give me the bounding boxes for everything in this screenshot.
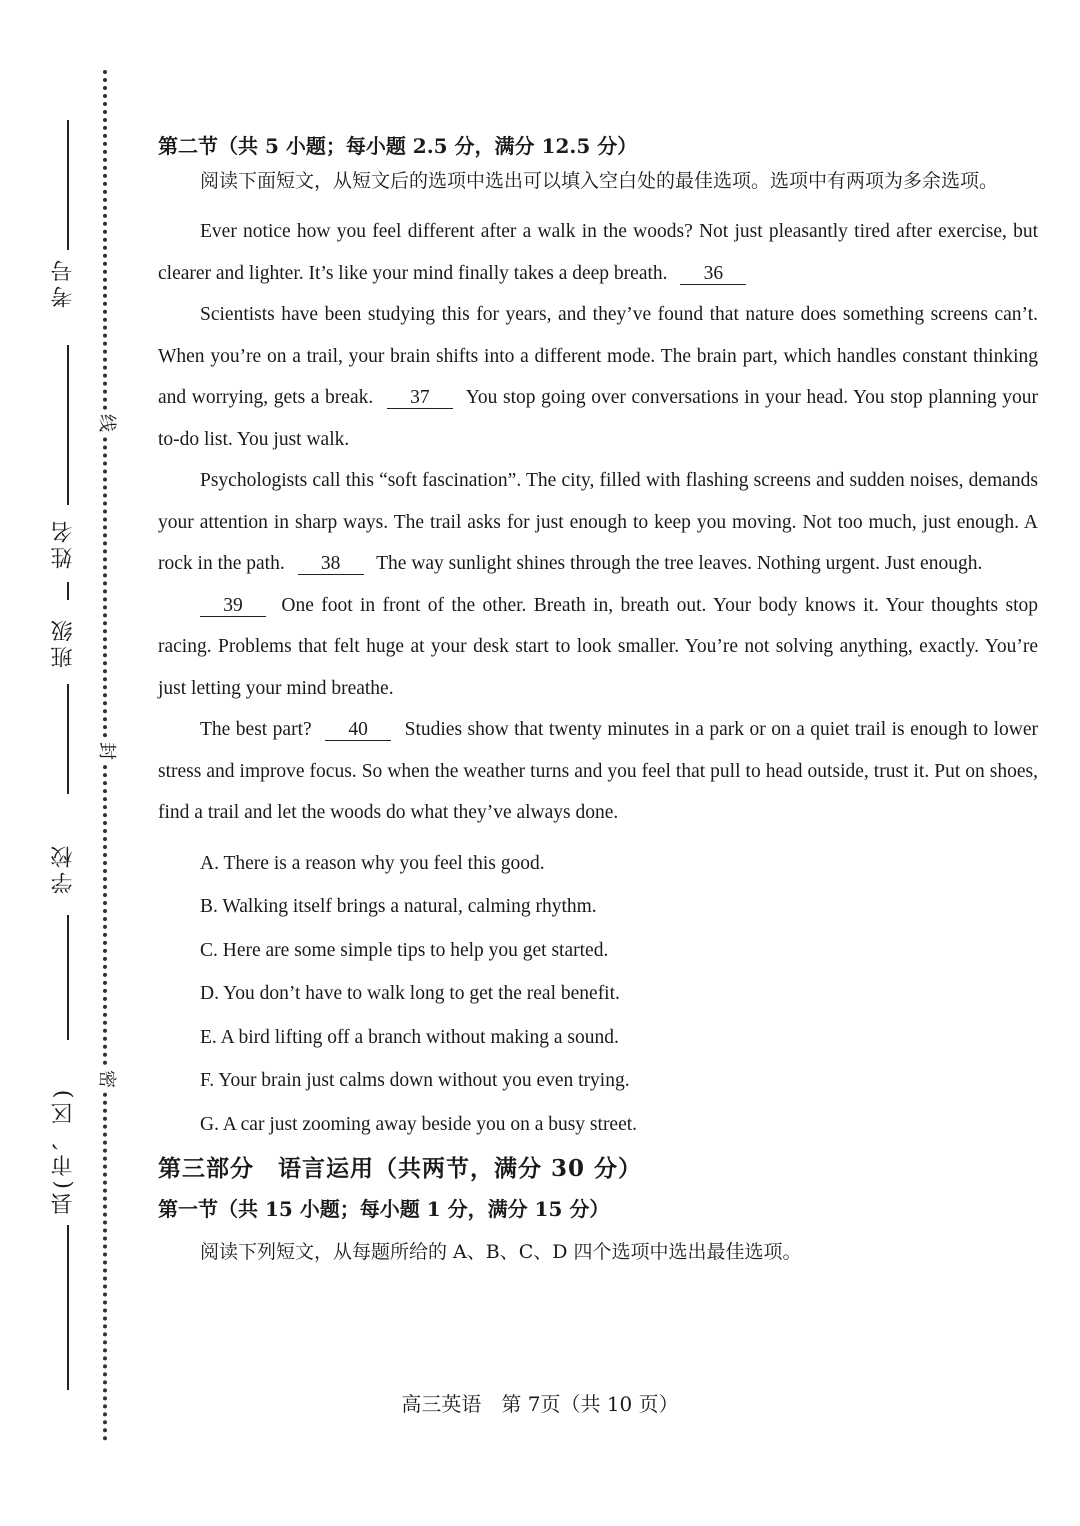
blank-37: 37 [387,388,453,409]
exam-number-label: 考号 [51,256,76,308]
school-line [67,684,69,794]
option-d: D. You don’t have to walk long to get the real benefit. [200,983,620,1004]
option-g: G. A car just zooming away beside you on a busy street. [200,1113,638,1135]
paragraph-text: The best part? [200,719,312,740]
seal-char-feng: 封 [93,738,119,764]
paragraph-text: Psychologists call this “soft fascination”. The city, filled with flashing screens and sudden noises, demands your attention in sharp ways. The trail asks for just enough to keep you moving. Not too much, just enough. A rock in the path. [158,470,1038,574]
passage-paragraph-2 [158,294,1038,460]
passage-paragraph-5 [158,709,1038,834]
part3-title: 第三部分 语言运用（共两节，满分 30 分） [158,1155,643,1182]
blank-39: 39 [200,596,266,617]
paragraph-text: Scientists have been studying this for years, and they’ve found that nature does something screens can’t. When you’re on a trail, your brain shifts into a different mode. The brain part, which handles constant thinking and worrying, gets a break. [158,304,1038,408]
paragraph-text: One foot in front of the other. Breath in, breath out. Your body knows it. Your thoughts stop racing. Problems that felt huge at your desk start to look smaller. You’re not solving anything, exactly. You’re just letting your mind breathe. [158,594,1038,699]
seal-char-mi: 密 [93,1066,119,1092]
binding-margin [0,0,140,1526]
exam-content [158,130,1038,1282]
passage-paragraph-4 [158,585,1038,710]
section-instruction: 阅读下面短文，从短文后的选项中选出可以填入空白处的最佳选项。选项中有两项为多余选项。 [200,170,999,192]
paragraph-text: Studies show that twenty minutes in a park or on a quiet trail is enough to lower stress and improve focus. So when the weather turns and you feel that pull to head outside, trust it. Put on shoes, find a trail and let the woods do what they’ve always done. [158,719,1039,823]
blank-38: 38 [298,554,364,575]
class-label: 班级 [51,616,76,668]
option-f: F. Your brain just calms down without you even trying. [200,1070,630,1091]
exam-number-line [67,120,69,250]
paragraph-text: You stop going over conversations in your head. You stop planning your to-do list. You just walk. [158,387,1039,450]
page-footer: 高三英语 第 7页（共 10 页） [401,1392,679,1416]
blank-40: 40 [325,720,391,741]
option-e: E. A bird lifting off a branch without making a sound. [200,1026,619,1048]
county-label: 县(市、区) [51,1085,76,1215]
passage-paragraph-1 [158,211,1038,294]
class-blank-line [67,582,69,600]
part3-section1-title: 第一节（共 15 小题；每小题 1 分，满分 15 分） [158,1197,610,1221]
option-b: B. Walking itself brings a natural, calming rhythm. [200,896,597,917]
seal-char-xian: 线 [93,410,119,436]
name-label: 姓名 [51,517,76,569]
option-c: C. Here are some simple tips to help you get started. [200,939,609,961]
option-list [158,842,1038,1147]
county-line [67,915,69,1040]
school-label: 学校 [51,842,76,894]
name-line [67,345,69,505]
section-title: 第二节（共 5 小题；每小题 2.5 分，满分 12.5 分） [158,134,638,158]
blank-36: 36 [680,264,746,285]
option-a: A. There is a reason why you feel this good. [200,852,545,874]
passage-paragraph-3 [158,460,1038,585]
county-blank-line [67,1225,69,1390]
paragraph-text: The way sunlight shines through the tree leaves. Nothing urgent. Just enough. [376,553,983,574]
part3-instruction: 阅读下列短文，从每题所给的 A、B、C、D 四个选项中选出最佳选项。 [200,1241,802,1263]
paragraph-text: Ever notice how you feel different after a walk in the woods? Not just pleasantly tired after exercise, but clearer and lighter. It’s like your mind finally takes a deep breath. [158,221,1038,284]
